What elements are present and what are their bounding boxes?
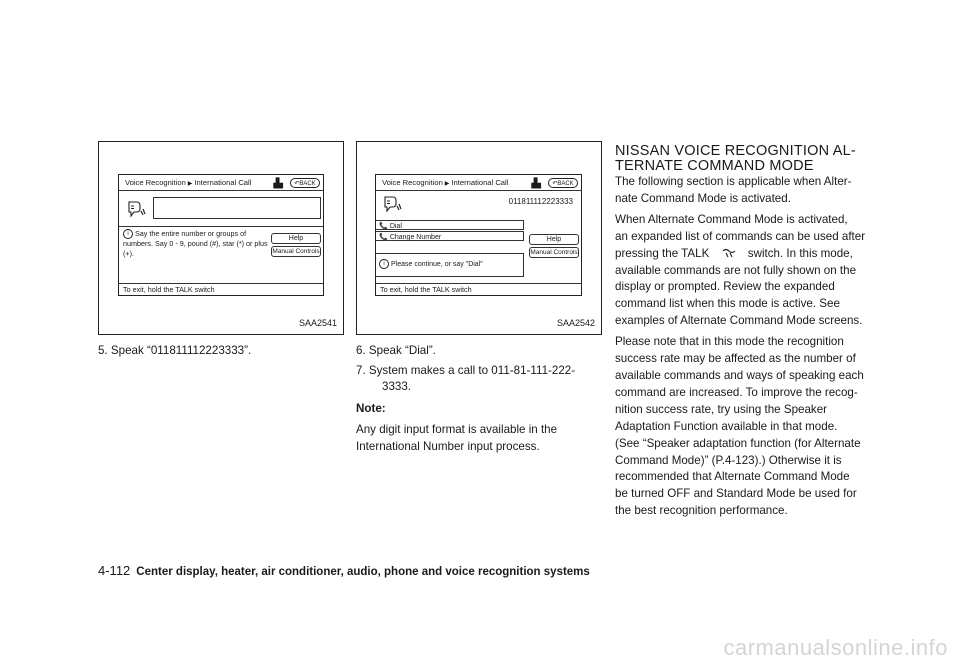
para2-line-6: command list when this mode is active. See bbox=[615, 297, 840, 311]
help-button: Help bbox=[271, 233, 321, 244]
para3-line-1: Please note that in this mode the recognition bbox=[615, 335, 844, 349]
para3-line-5: nition success rate, try using the Speaker bbox=[615, 402, 828, 416]
note-line-2: International Number input process. bbox=[356, 440, 540, 453]
para3-line-4: command are increased. To improve the recog- bbox=[615, 385, 858, 399]
signal-strength-icon: ▗▙ bbox=[528, 178, 540, 188]
para2-line-4: available commands are not fully shown on the bbox=[615, 263, 857, 277]
figure-saa2541 bbox=[98, 141, 344, 335]
exit-instruction: To exit, hold the TALK switch bbox=[123, 285, 215, 294]
screen-title: Voice Recognition ▶ International Call bbox=[125, 178, 252, 187]
figure-saa2542 bbox=[356, 141, 602, 335]
step-7: 7. System makes a call to 011-81-111-222- bbox=[356, 364, 576, 377]
screen-mockup bbox=[118, 174, 324, 296]
section-heading-line-1: NISSAN VOICE RECOGNITION AL- bbox=[615, 143, 856, 159]
para3-line-6: Adaptation Function available in that mode. bbox=[615, 419, 838, 433]
prompt-text: i Say the entire number or groups of numbers. Say 0 - 9, pound (#), star (*) or plus (+). bbox=[123, 229, 268, 259]
prompt-box bbox=[376, 253, 524, 277]
para1-line-2: nate Command Mode is activated. bbox=[615, 191, 791, 205]
signal-strength-icon: ▗▙ bbox=[270, 178, 282, 188]
screen-mockup bbox=[375, 174, 582, 296]
para3-line-8: Command Mode)” (P.4-123).) Otherwise it is bbox=[615, 453, 842, 467]
page-footer bbox=[98, 563, 590, 578]
para2-line-3: pressing the TALK switch. In this mode, bbox=[615, 246, 853, 260]
note-title: Note: bbox=[356, 402, 386, 415]
step-6: 6. Speak “Dial”. bbox=[356, 344, 436, 357]
command-item-change-number: 📞 Change Number bbox=[376, 231, 524, 241]
para2-line-7: examples of Alternate Command Mode screens. bbox=[615, 314, 863, 328]
exit-instruction: To exit, hold the TALK switch bbox=[380, 285, 472, 294]
section-title: Center display, heater, air conditioner, audio, phone and voice recognition systems bbox=[136, 566, 590, 578]
section-heading-line-2: TERNATE COMMAND MODE bbox=[615, 158, 814, 174]
step-7-continued: 3333. bbox=[382, 380, 412, 393]
para3-line-3: available commands and ways of speaking each bbox=[615, 368, 864, 382]
para3-line-9: recommended that Alternate Command Mode bbox=[615, 470, 850, 484]
para1-line-1: The following section is applicable when Alter- bbox=[615, 175, 852, 188]
para3-line-11: the best recognition performance. bbox=[615, 504, 788, 518]
figure-caption: SAA2542 bbox=[556, 318, 595, 328]
note-line-1: Any digit input format is available in the bbox=[356, 423, 558, 436]
back-button: ↶BACK bbox=[548, 178, 578, 188]
page-number: 4-112 bbox=[98, 563, 131, 578]
col3-body bbox=[615, 174, 866, 520]
back-button: ↶BACK bbox=[290, 178, 320, 188]
figure-caption: SAA2541 bbox=[298, 318, 337, 328]
help-button: Help bbox=[529, 234, 579, 245]
step-5: 5. Speak “011811112223333”. bbox=[98, 344, 252, 357]
watermark: carmanualsonline.info bbox=[723, 635, 948, 660]
manual-controls-button: Manual Controls bbox=[530, 249, 578, 256]
para2-line-2: an expanded list of commands can be used after bbox=[615, 229, 866, 243]
prompt-text: i Please continue, or say "Dial" bbox=[379, 259, 483, 270]
para2-line-1: When Alternate Command Mode is activated, bbox=[615, 212, 848, 226]
number-display-box bbox=[153, 197, 321, 219]
screen-title: Voice Recognition ▶ International Call bbox=[382, 178, 509, 187]
para2-line-5: display or prompted. Review the expanded bbox=[615, 280, 835, 294]
para3-line-7: (See “Speaker adaptation function (for Alternate bbox=[615, 436, 861, 450]
dialed-number: 011811112223333 bbox=[508, 197, 573, 206]
voice-recognition-icon bbox=[126, 199, 146, 219]
manual-controls-button: Manual Controls bbox=[272, 248, 320, 255]
para3-line-2: success rate may be affected as the number of bbox=[615, 352, 856, 366]
para3-line-10: be turned OFF and Standard Mode be used for bbox=[615, 487, 857, 501]
talk-switch-icon bbox=[721, 247, 739, 258]
voice-recognition-icon bbox=[382, 194, 402, 214]
command-item-dial: 📞 Dial bbox=[376, 220, 524, 230]
